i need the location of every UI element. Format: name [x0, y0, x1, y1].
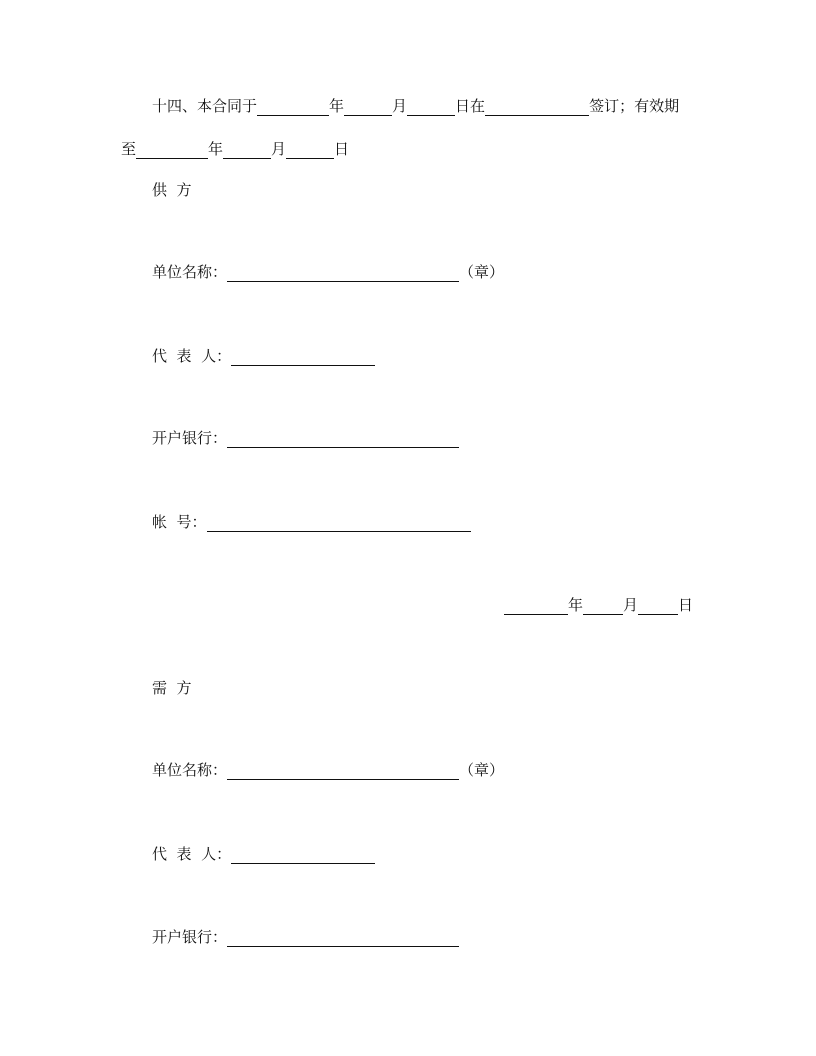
sign-month-blank[interactable]	[344, 101, 392, 116]
supplier-bank-label: 开户银行：	[152, 429, 228, 447]
supplier-date-day-label: 日	[678, 596, 694, 614]
supplier-heading-text: 供 方	[152, 181, 192, 199]
clause-line-2	[121, 139, 349, 159]
buyer-representative-field[interactable]	[231, 849, 375, 864]
buyer-representative-label: 代 表 人：	[152, 845, 232, 863]
supplier-representative-field[interactable]	[231, 351, 375, 366]
buyer-representative-row	[152, 844, 375, 864]
clause-line-1	[152, 96, 679, 116]
supplier-account-field[interactable]	[207, 517, 471, 532]
supplier-bank-row	[152, 428, 459, 448]
buyer-bank-field[interactable]	[227, 932, 459, 947]
clause-month2-label: 月	[271, 140, 287, 158]
supplier-unit-name-row	[152, 262, 504, 282]
supplier-heading	[152, 180, 192, 200]
buyer-unit-name-row	[152, 760, 504, 780]
sign-year-blank[interactable]	[257, 101, 329, 116]
buyer-bank-label: 开户银行：	[152, 928, 228, 946]
clause-day2-label: 日	[334, 140, 350, 158]
supplier-date-day-blank[interactable]	[638, 600, 678, 615]
supplier-unit-name-label: 单位名称：	[152, 263, 228, 281]
clause-signed-label: 签订；有效期	[589, 97, 680, 115]
clause-prefix: 十四、本合同于	[152, 97, 258, 115]
clause-day-at-label: 日在	[455, 97, 486, 115]
buyer-unit-name-label: 单位名称：	[152, 761, 228, 779]
buyer-seal-label: （章）	[459, 761, 505, 779]
supplier-unit-name-field[interactable]	[227, 267, 459, 282]
sign-day-blank[interactable]	[407, 101, 455, 116]
supplier-seal-label: （章）	[459, 263, 505, 281]
buyer-bank-row	[152, 927, 459, 947]
buyer-heading	[152, 678, 192, 698]
buyer-heading-text: 需 方	[152, 679, 192, 697]
supplier-date-month-blank[interactable]	[583, 600, 623, 615]
supplier-account-label: 帐 号：	[152, 513, 207, 531]
supplier-date-year-blank[interactable]	[504, 600, 568, 615]
supplier-bank-field[interactable]	[227, 433, 459, 448]
supplier-date-year-label: 年	[568, 596, 584, 614]
clause-until-label: 至	[121, 140, 137, 158]
clause-month-label: 月	[392, 97, 408, 115]
clause-year2-label: 年	[208, 140, 224, 158]
sign-place-blank[interactable]	[485, 101, 589, 116]
supplier-representative-row	[152, 346, 375, 366]
supplier-representative-label: 代 表 人：	[152, 347, 232, 365]
valid-month-blank[interactable]	[223, 144, 271, 159]
supplier-account-row	[152, 512, 471, 532]
supplier-date-row	[504, 595, 693, 615]
valid-year-blank[interactable]	[136, 144, 208, 159]
buyer-unit-name-field[interactable]	[227, 765, 459, 780]
supplier-date-month-label: 月	[623, 596, 639, 614]
valid-day-blank[interactable]	[286, 144, 334, 159]
clause-year-label: 年	[329, 97, 345, 115]
